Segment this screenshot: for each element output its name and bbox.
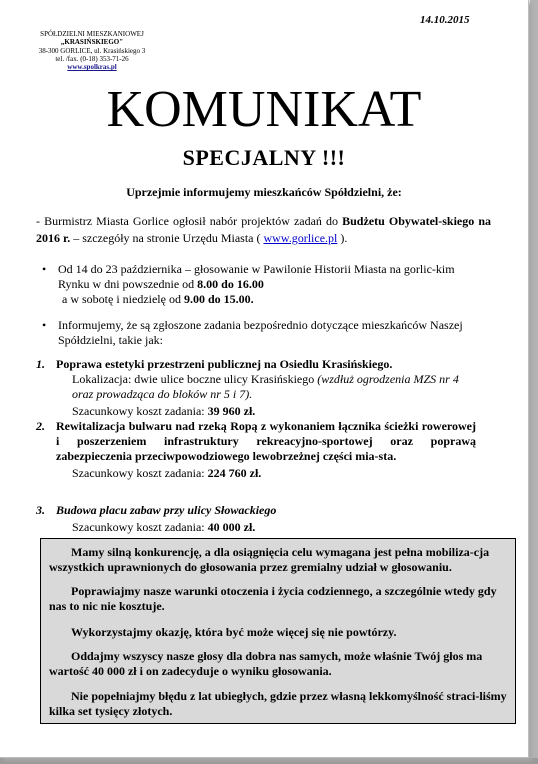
appeal-text-3: Wykorzystajmy okazję, która być może więcej się nie powtórzy. (71, 625, 397, 639)
letterhead (12, 30, 172, 71)
project-title: Rewitalizacja bulwaru nad rzeką Ropą z wykonaniem łącznika ścieżki rowerowej i poszerzeniem infrastruktury rekreacyjno-sportowej oraz poprawą zabezpieczenia przeciwpowodziowego lewobrzeżnej części mia-sta. (56, 419, 476, 463)
project-item-3 (36, 503, 476, 535)
budget-announcement (36, 213, 491, 247)
bullet-voting-dates (42, 262, 478, 307)
project-location (72, 372, 476, 402)
appeal-paragraph-1 (49, 545, 507, 575)
project-cost-label: Szacunkowy koszt zadania: (72, 466, 208, 480)
document-date: 14.10.2015 (420, 14, 470, 26)
appeal-text-5: Nie popełniajmy błędu z lat ubiegłych, gdzie przez własną lekkomyślność straci-liśmy kilka set tysięcy złotych. (49, 689, 507, 718)
project-cost-value: 224 760 zł. (207, 466, 262, 480)
page-shadow-bottom (0, 758, 538, 764)
para1-text-c: ). (337, 231, 348, 245)
project-title: Budowa placu zabaw przy ulicy Słowackiego (56, 503, 277, 517)
appeal-paragraph-4 (49, 649, 507, 679)
appeal-text-4: Oddajmy wszyscy nasze głosy dla dobra nas samych, może właśnie Twój głos ma wartość 40 000 zł i on zadecyduje o wyniku głosowania. (49, 649, 483, 678)
bullet-dot-icon: • (42, 262, 47, 276)
gorlice-link[interactable]: www.gorlice.pl (263, 231, 338, 245)
project-cost-value: 40 000 zł. (207, 520, 256, 534)
letterhead-line1: SPÓŁDZIELNI MIESZKANIOWEJ (40, 30, 144, 38)
bullet1-weekend-hours: 9.00 do 15.00. (183, 292, 254, 306)
appeal-paragraph-2 (49, 584, 507, 614)
document-subtitle: SPECJALNY !!! (182, 145, 346, 170)
project-cost-label: Szacunkowy koszt zadania: (72, 404, 208, 418)
letterhead-address: 38-300 GORLICE, ul. Krasińskiego 3 (38, 46, 146, 55)
bullet-dot-icon: • (42, 318, 47, 332)
project-item-2 (36, 419, 476, 481)
bullet1-weekday-hours: 8.00 do 16.00 (197, 277, 264, 291)
project-cost-label: Szacunkowy koszt zadania: (72, 520, 208, 534)
bullet1-text: Od 14 do 23 października – głosowanie w Pawilonie Historii Miasta na gorlic-kim Rynku w dni powszednie od (58, 262, 455, 291)
project-cost (72, 466, 476, 481)
bullet1-weekend-text: a w sobotę i niedzielę od (62, 292, 184, 306)
project-location-detail: (wzdłuż ogrodzenia MZS nr 4 oraz prowadząca do bloków nr 5 i 7). (72, 372, 459, 401)
letterhead-line2: „KRASIŃSKIEGO" (60, 38, 124, 47)
document-title: KOMUNIKAT (106, 81, 422, 138)
project-cost-value: 39 960 zł. (207, 404, 256, 418)
project-cost (72, 404, 476, 419)
letterhead-phone: tel. /fax. (0-18) 353-71-26 (55, 54, 129, 63)
para1-bold: Budżetu Obywatel-skiego na 2016 r. (36, 214, 491, 245)
appeal-paragraph-5 (49, 689, 507, 719)
letterhead-website-link[interactable]: www.spolkras.pl (67, 63, 117, 72)
page-shadow-right (530, 0, 538, 764)
para1-text-a: - Burmistrz Miasta Gorlice ogłosił nabór projektów zadań do (36, 214, 343, 228)
project-title: Poprawa estetyki przestrzeni publicznej na Osiedlu Krasińskiego. (56, 357, 393, 371)
appeal-paragraph-3 (49, 625, 507, 640)
project-cost (72, 520, 476, 535)
project-item-1 (36, 357, 476, 419)
appeal-box (40, 538, 516, 724)
para1-text-b: – szczegóły na stronie Urzędu Miasta ( (70, 231, 264, 245)
appeal-text-2: Poprawiajmy nasze warunki otoczenia i życia codziennego, a szczególnie wtedy gdy nas to nic nie kosztuje. (49, 584, 497, 613)
project-number: 3. (36, 503, 45, 517)
project-number: 2. (36, 419, 45, 433)
bullet2-text: Informujemy, że są zgłoszone zadania bezpośrednio dotyczące mieszkańców Naszej Spółdzielni, takie jak: (58, 318, 463, 347)
bullet-projects-info (42, 318, 478, 348)
intro-line: Uprzejmie informujemy mieszkańców Spółdzielni, że: (126, 185, 402, 199)
project-location-label: Lokalizacja: dwie ulice boczne ulicy Krasińskiego (72, 372, 318, 386)
project-number: 1. (36, 357, 45, 371)
appeal-text-1: Mamy silną konkurencję, a dla osiągnięcia celu wymagana jest pełna mobiliza-cja wszystkich uprawnionych do głosowania przez gremialny udział w głosowaniu. (49, 545, 490, 574)
